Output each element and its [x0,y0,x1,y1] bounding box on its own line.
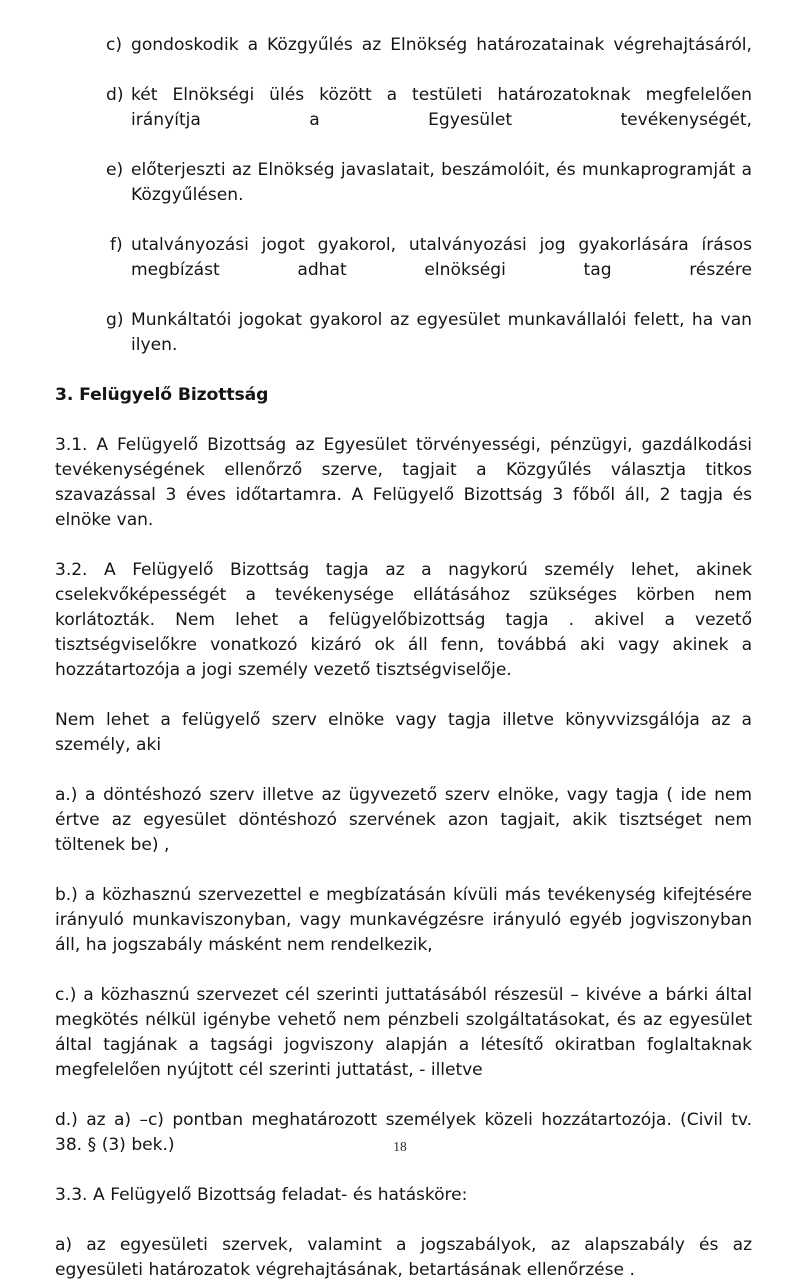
list-item-text: gondoskodik a Közgyűlés az Elnökség határozatainak végrehajtásáról, [131,35,752,55]
list-item-text: utalványozási jogot gyakorol, utalványozási jog gyakorlására írásos megbízást adhat elnökségi tag részére [131,235,752,280]
list-marker: f) [110,235,123,255]
lettered-list-president-duties [55,33,752,358]
paragraph-3-1: 3.1. A Felügyelő Bizottság az Egyesület törvényességi, pénzügyi, gazdálkodási tevékenységének ellenőrző szerve, tagjait a Közgyűlés választja titkos szavazással 3 éves időtartamra. A Felügyelő Bizottság 3 főből áll, 2 tagja és elnöke van. [55,435,752,530]
paragraph-3-3: 3.3. A Felügyelő Bizottság feladat- és hatásköre: [55,1185,468,1205]
spacer [55,858,752,883]
spacer [55,1158,752,1183]
list-item [55,233,752,308]
list-marker: g) [106,310,124,330]
list-marker: e) [106,160,124,180]
list-item-text: Munkáltatói jogokat gyakorol az egyesület munkavállalói felett, ha van ilyen. [131,310,752,355]
spacer [55,358,752,383]
list-item-text: két Elnökségi ülés között a testületi határozatoknak megfelelően irányítja a Egyesület tevékenységét, [131,85,752,130]
list-marker: c) [106,35,123,55]
list-item [55,83,752,158]
paragraph-d: d.) az a) –c) pontban meghatározott személyek közeli hozzátartozója. (Civil tv. 38. § (3) bek.) [55,1110,752,1155]
paragraph-3-2: 3.2. A Felügyelő Bizottság tagja az a nagykorú személy lehet, akinek cselekvőképességét a tevékenysége ellátásához szükséges körben nem korlátozták. Nem lehet a felügyelőbizottság tagja . akivel a vezető tisztségviselőkre vonatkozó kizáró ok áll fenn, továbbá aki vagy akinek a hozzátartozója a jogi személy vezető tisztségviselője. [55,560,752,680]
list-marker: d) [106,85,124,105]
spacer [55,683,752,708]
paragraph-a: a.) a döntéshozó szerv illetve az ügyvezető szerv elnöke, vagy tagja ( ide nem értve az egyesület döntéshozó szervének azon tagjait, akik tisztséget nem töltenek be) , [55,785,752,855]
page-content [55,33,752,1283]
spacer [55,758,752,783]
paragraph-intro-exclusions: Nem lehet a felügyelő szerv elnöke vagy tagja illetve könyvvizsgálója az a személy, aki [55,710,752,755]
paragraph-3-3-a: a) az egyesületi szervek, valamint a jogszabályok, az alapszabály és az egyesületi határozatok végrehajtásának, betartásának ellenőrzése . [55,1235,752,1280]
spacer [55,1083,752,1108]
list-item [55,308,752,358]
paragraph-c: c.) a közhasznú szervezet cél szerinti juttatásából részesül – kivéve a bárki által megkötés nélkül igénybe vehető nem pénzbeli szolgáltatásokat, és az egyesület által tagjának a tagsági jogviszony alapján a létesítő okiratban foglaltaknak megfelelően nyújtott cél szerinti juttatást, - illetve [55,985,752,1080]
spacer [55,1208,752,1233]
list-item [55,158,752,233]
spacer [55,533,752,558]
list-item [55,33,752,83]
paragraph-b: b.) a közhasznú szervezettel e megbízatásán kívüli más tevékenység kifejtésére irányuló munkaviszonyban, vagy munkavégzésre irányuló egyéb jogviszonyban áll, ha jogszabály másként nem rendelkezik, [55,885,752,955]
spacer [55,958,752,983]
section-heading-felugyelo-bizottsag: 3. Felügyelő Bizottság [55,385,269,405]
list-item-text: előterjeszti az Elnökség javaslatait, beszámolóit, és munkaprogramját a Közgyűlésen. [131,160,752,205]
spacer [55,408,752,433]
page-number-footer: 18 [393,1139,407,1154]
